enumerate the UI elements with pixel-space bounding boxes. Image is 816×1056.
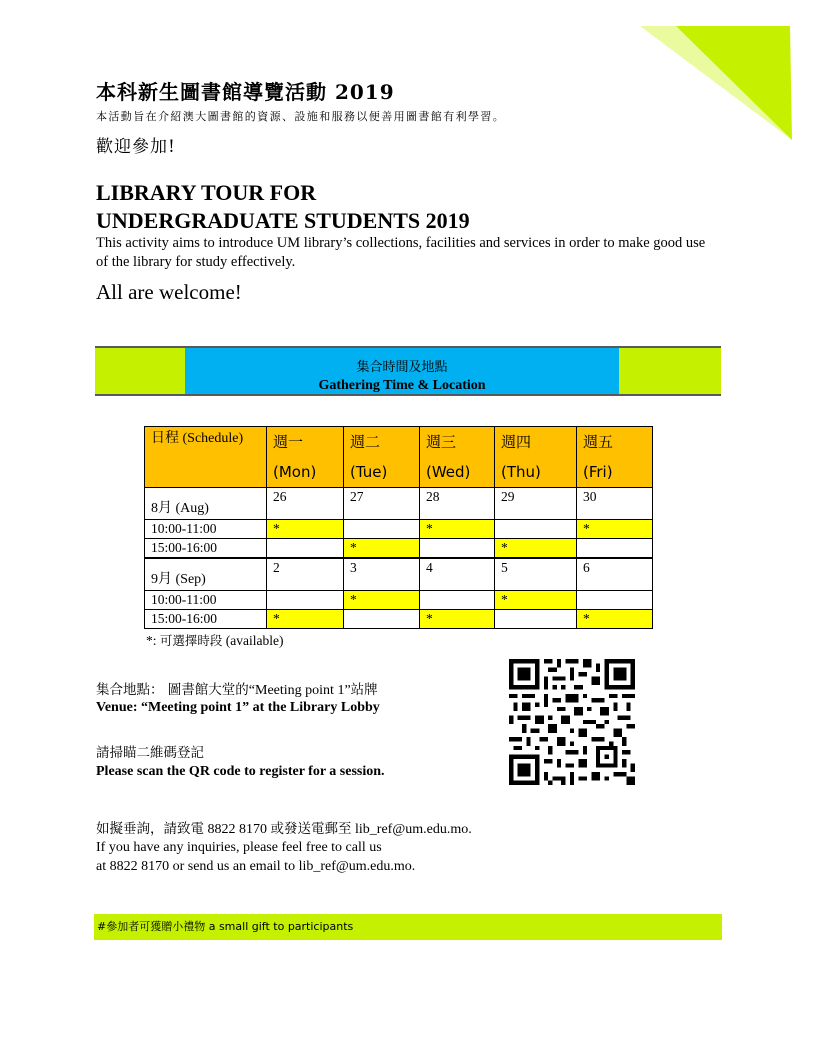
- slot-cell: [495, 520, 577, 539]
- slot-cell-available: *: [344, 539, 420, 559]
- venue-zh-suffix: 站牌: [350, 682, 378, 698]
- slot-cell-available: *: [495, 539, 577, 559]
- month-label: 8月 (Aug): [145, 488, 267, 520]
- day-zh: 週二: [350, 433, 381, 451]
- note-en: (available): [222, 633, 284, 648]
- schedule-header-label: 日程 (Schedule): [145, 427, 267, 488]
- slot-row: [145, 610, 653, 629]
- en-description: This activity aims to introduce UM library’s collections, facilities and services in order to make good use of the library for study effectively.: [96, 235, 706, 270]
- gathering-band-en: Gathering Time & Location: [318, 378, 486, 393]
- day-header-thu: [495, 427, 577, 488]
- slot-time: 10:00-11:00: [145, 520, 267, 539]
- schedule-header-row: [145, 427, 653, 488]
- slot-cell-available: *: [344, 591, 420, 610]
- date-cell: 27: [344, 488, 420, 520]
- inquiry-zh-b: 或發送電郵至: [270, 821, 352, 837]
- zh-description: 本活動旨在介紹澳大圖書館的資源、設施和服務以便善用圖書館有利學習。: [96, 110, 506, 123]
- day-zh: 週五: [583, 433, 614, 451]
- slot-cell: [420, 539, 495, 559]
- date-cell: 26: [267, 488, 344, 520]
- registration-qr-code[interactable]: [509, 659, 635, 785]
- month-row-aug: [145, 488, 653, 520]
- availability-note: [146, 631, 284, 649]
- day-en: (Fri): [583, 463, 613, 481]
- day-en: (Mon): [273, 463, 317, 481]
- slot-row: [145, 520, 653, 539]
- date-cell: 30: [577, 488, 653, 520]
- venue-zh: [96, 678, 378, 699]
- en-title-line1: LIBRARY TOUR FOR: [96, 180, 317, 205]
- slot-time: 15:00-16:00: [145, 539, 267, 559]
- day-zh: 週一: [273, 433, 304, 451]
- register-en: Please scan the QR code to register for a session.: [96, 764, 385, 779]
- slot-cell: [344, 610, 420, 629]
- en-title-line2: UNDERGRADUATE STUDENTS 2019: [96, 208, 470, 233]
- slot-row: [145, 539, 653, 559]
- inquiry-en-line2: at 8822 8170 or send us an email to lib_ref@um.edu.mo.: [96, 859, 416, 874]
- slot-cell-available: *: [267, 520, 344, 539]
- inquiry-en: [96, 838, 716, 876]
- zh-title: 本科新生圖書館導覽活動 2019: [96, 80, 395, 104]
- slot-cell-available: *: [420, 610, 495, 629]
- inquiry-zh-a: 如擬垂詢，請致電: [96, 821, 204, 837]
- slot-cell: [577, 539, 653, 559]
- gathering-band: [95, 346, 721, 396]
- corner-decoration: [640, 0, 816, 140]
- inquiry-zh: [96, 817, 472, 838]
- month-row-sep: [145, 558, 653, 591]
- date-cell: 6: [577, 558, 653, 591]
- slot-cell-available: *: [577, 520, 653, 539]
- gathering-band-zh: 集合時間及地點: [356, 360, 448, 375]
- slot-cell: [267, 591, 344, 610]
- note-zh: 可選擇時段: [159, 633, 223, 648]
- venue-zh-point: “Meeting point 1”: [248, 683, 351, 698]
- date-cell: 3: [344, 558, 420, 591]
- day-en: (Wed): [426, 463, 471, 481]
- register-zh: 請掃瞄二維碼登記: [96, 745, 204, 761]
- day-header-tue: [344, 427, 420, 488]
- slot-cell: [420, 591, 495, 610]
- venue-en: Venue: “Meeting point 1” at the Library Lobby: [96, 700, 380, 715]
- day-header-mon: [267, 427, 344, 488]
- en-title: [96, 179, 696, 235]
- date-cell: 4: [420, 558, 495, 591]
- day-en: (Thu): [501, 463, 541, 481]
- day-header-wed: [420, 427, 495, 488]
- day-zh: 週三: [426, 433, 457, 451]
- gift-banner: #參加者可獲贈小禮物 a small gift to participants: [94, 914, 722, 940]
- date-cell: 2: [267, 558, 344, 591]
- slot-time: 10:00-11:00: [145, 591, 267, 610]
- day-header-fri: [577, 427, 653, 488]
- day-zh: 週四: [501, 433, 532, 451]
- month-label: 9月 (Sep): [145, 558, 267, 591]
- inquiry-zh-phone: 8822 8170: [204, 822, 271, 837]
- inquiry-zh-email: lib_ref@um.edu.mo.: [351, 822, 472, 837]
- inquiry-en-line1: If you have any inquiries, please feel free to call us: [96, 840, 382, 855]
- slot-cell: [344, 520, 420, 539]
- date-cell: 28: [420, 488, 495, 520]
- schedule-table: [144, 426, 653, 629]
- slot-cell: [267, 539, 344, 559]
- slot-cell: [495, 610, 577, 629]
- venue-zh-label: 集合地點： 圖書館大堂的: [96, 682, 249, 698]
- slot-row: [145, 591, 653, 610]
- day-en: (Tue): [350, 463, 388, 481]
- en-welcome: All are welcome!: [96, 280, 242, 304]
- slot-cell-available: *: [495, 591, 577, 610]
- note-mark: *:: [146, 633, 160, 648]
- date-cell: 29: [495, 488, 577, 520]
- slot-time: 15:00-16:00: [145, 610, 267, 629]
- slot-cell-available: *: [420, 520, 495, 539]
- slot-cell-available: *: [267, 610, 344, 629]
- slot-cell: [577, 591, 653, 610]
- date-cell: 5: [495, 558, 577, 591]
- gathering-band-label: [185, 348, 619, 394]
- slot-cell-available: *: [577, 610, 653, 629]
- zh-welcome: 歡迎參加!: [96, 137, 176, 157]
